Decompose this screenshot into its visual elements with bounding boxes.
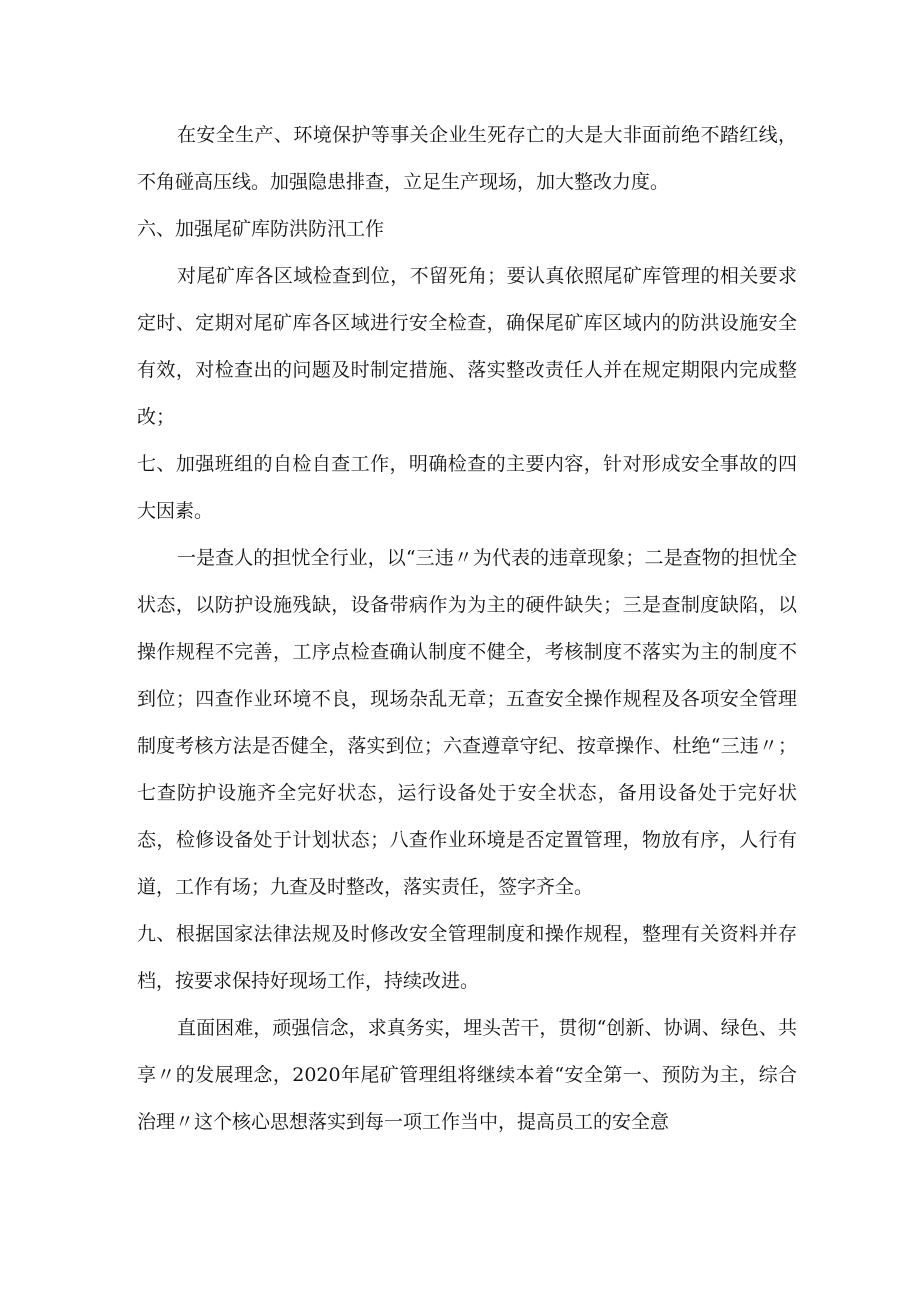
section-heading-team-self-check: 七、加强班组的自检自查工作，明确检查的主要内容，针对形成安全事故的四大因素。: [137, 453, 797, 522]
section-heading-flood-control: 六、加强尾矿库防洪防汛工作: [137, 218, 385, 240]
paragraph-safety-redline: 在安全生产、环境保护等事关企业生死存亡的大是大非面前绝不踏红线，不角碰高压线。加强隐患排查，立足生产现场，加大整改力度。: [137, 124, 797, 193]
section-heading-regulations: 九、根据国家法律法规及时修改安全管理制度和操作规程，整理有关资料并存档，按要求保持好现场工作，持续改进。: [137, 923, 797, 992]
paragraph-tailings-inspection: 对尾矿库各区域检查到位，不留死角；要认真依照尾矿库管理的相关要求定时、定期对尾矿库各区域进行安全检查，确保尾矿库区域内的防洪设施安全有效，对检查出的问题及时制定措施、落实整改责任人并在规定期限内完成整改；: [137, 265, 797, 428]
paragraph-nine-checks: 一是查人的担忧全行业，以“三违〃为代表的违章现象；二是查物的担忧全状态，以防护设施残缺，设备带病作为为主的硬件缺失；三是查制度缺陷，以操作规程不完善，工序点检查确认制度不健全，考核制度不落实为主的制度不到位；四查作业环境不良，现场杂乱无章；五查安全操作规程及各项安全管理制度考核方法是否健全，落实到位；六查遵章守纪、按章操作、杜绝“三违〃；七查防护设施齐全完好状态，运行设备处于安全状态，备用设备处于完好状态，检修设备处于计划状态；八查作业环境是否定置管理，物放有序，人行有道，工作有场；九查及时整改，落实责任，签字齐全。: [137, 547, 797, 898]
document-body: [137, 112, 797, 1146]
paragraph-development-philosophy: 直面困难，顽强信念，求真务实，埋头苦干，贯彻“创新、协调、绿色、共享〃的发展理念，2020年尾矿管理组将继续本着“安全第一、预防为主，综合治理〃这个核心思想落实到每一项工作当中，提高员工的安全意: [137, 1017, 797, 1133]
